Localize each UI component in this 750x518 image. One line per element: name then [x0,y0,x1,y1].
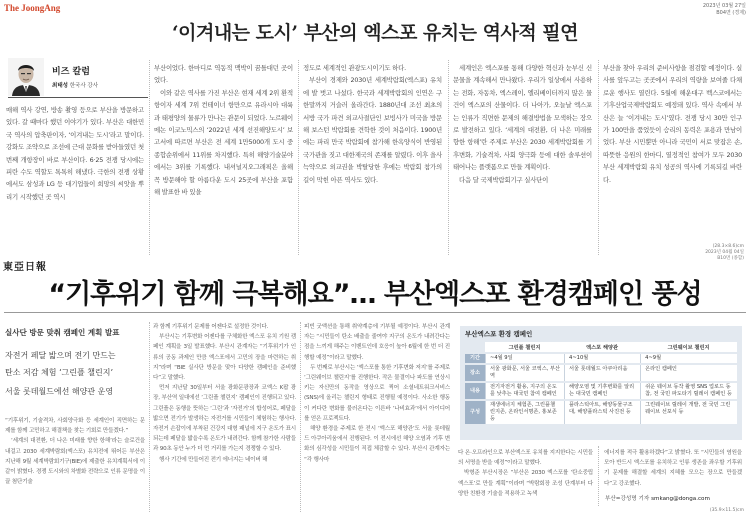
row-header: 구성 [465,401,485,424]
table-header-row [465,342,737,352]
paragraph: 피빈 굿액션을 통해 취약계층에 기부될 예정이다. 부산시 관계자는 “시민들이 탄소 배출을 줄여야 지구의 온도가 내려간다는 점을 느끼게 해주는 이벤트인데 호응이 높아 6월에 한 번 더 진행할 예정”이라고 말했다. [304,324,450,361]
avatar [8,58,44,96]
subhead-line: 탄소 저감 체험 ‘그린플 챌린지’ [5,368,113,377]
column-separator [149,322,150,512]
campaign-infobox [460,326,742,440]
table-row [465,401,737,424]
column-header [8,58,146,98]
paragraph: 에너지를 적극 활용하겠다”고 밝혔다. 또 “시민들의 염원을 모아 반드시 엑스포를 유치하고 인류 생존을 좌우할 기후위기 문제를 해결할 세계의 지혜를 모으는 장으로 만들겠다”고 강조했다. [604,450,742,487]
table-row [465,365,737,381]
column-byline [52,81,98,89]
table-cell: 4~10월 [564,354,640,363]
paragraph: 세계인은 엑스포를 통해 다양한 혁신과 눈부신 신문물을 계속해서 만나왔다. 우리가 일상에서 사용하는 전화, 자동차, 엑스레이, 엘리베이터까지 많은 물건이 엑스포의 산물이다. 더 나아가, 오늘날 엑스포는 인류가 직면한 문제의 해결방법을 모색하는 장으로 발전하고 있다. ‘세계의 대전환, 더 나은 미래를 향한 항해’란 주제로 부산은 2030 세계박람회를 기후변화, 기술격차, 사회 양극화 등에 대한 솔루션이 태어나는 플랫폼으로 만들 계획이다. [453,64,592,172]
reporter-email: smkang@donga.com [651,496,710,502]
donga-logo: 東亞日報 [3,262,47,273]
column-text-col-4 [453,62,592,186]
reporter-name: 부산=강성명 기자 [605,496,650,502]
paragraph: 해양 환경을 주제로 한 전시 ‘엑스포 해양관’도 서울 롯데월드 아쿠아리움에서 진행된다. 이 전시에선 해양 오염과 기후 변화의 심각성을 시민들이 직접 체감할 수 있다. 부산시 관계자는 “각 행사마 [304,426,450,463]
table-row [465,383,737,399]
column-separator [598,446,599,506]
joongang-logo: The JoongAng [4,3,61,13]
author-title: 한국사 강사 [69,83,99,89]
paragraph: 과 함께 기후위기 문제를 어젠다로 설정한 것이다. [153,324,269,330]
paragraph: 이와 같은 역사를 가진 부산은 현재 세계 2위 환적항이자 세계 7위 컨테이너 항만으로 유라시아 대륙과 태평양의 물류가 만나는 관문이 되었다. 노르웨이 메논 이코노믹스의 ‘2022년 세계 선진해양도시’ 보고서에 따르면 부산은 전 세계 1만5000개 도시 중 종합순위에서 11위를 차지했다. 특히 해양기술분야에서는 3위를 기록했다. 내셔널지오그래픽은 올해 꼭 방문해야 할 아름다운 도시 25곳에 부산을 포함해 발표한 바 있을 [154,88,293,197]
paragraph: 두 번째로 부산시는 ‘엑스포를 통한 기후변화 저지’를 주제로 ‘그린웨이브 챌린지’를 진행한다. 작은 물결이나 파도를 연상시키는 자신만의 동작을 영상으로 찍어 소셜네트워크서비스(SNS)에 올리는 챌린지 형태로 진행될 예정이다. 사소한 행동이 커다란 변화를 불러온다는 이른바 ‘나비효과’에서 아이디어를 얻은 프로젝트다. [304,364,450,422]
article-text-col-1 [5,416,145,487]
table-corner [465,342,485,352]
row-header: 내용 [465,383,485,399]
issue-page: B04면 (경제) [716,10,746,16]
column-separator [149,60,150,255]
table-cell: 4~9월 [640,354,737,363]
author-name: 최태성 [52,83,68,89]
column-text-col-1 [6,104,144,203]
column-text-col-2 [154,62,293,198]
column-text-col-3 [303,62,442,186]
column-separator [300,322,301,512]
column-header: 그린플 챌린지 [485,342,564,352]
table-row [465,354,737,363]
column-separator [598,60,599,255]
size-caption: (28.3×8.6)cm [712,244,744,249]
paragraph: “기후위기, 기술격차, 사회양극화 등 세계인이 직면하는 문제를 함께 고민하고 해결책을 찾는 기회로 만들겠다.” [5,418,145,435]
table-cell: 온라인 캠페인 [640,365,737,381]
paragraph: 정도로 세계적인 관광도시이기도 하다. [303,64,406,72]
paragraph: 다 온·오프라인으로 부산엑스포 유치를 지지한다는 시민들의 서명을 받을 예정”이라고 말했다. [458,450,593,467]
reporter-byline [605,494,710,502]
paragraph: 부산이었다. 한마디로 역동적 맥박이 꿈틀대던 곳이었다. [154,64,293,85]
issue-meta [703,3,746,17]
paragraph: 먼저 지난달 30일부터 서울 광화문광장과 코엑스 K팝 광장, 부산역 일대에선 ‘그린플 챌린지’ 캠페인이 진행되고 있다. 그린플은 동행을 뜻하는 ‘그린’과 ‘자전거’의 합성어로, 페달을 밟으면 전기가 발생하는 자전거를 시민들이 체험하는 행사다. 자전거 손잡이에 부착된 건강지 대형 패널에 지구 온도가 표시되는데 페달을 밟을수록 온도가 내려간다. 함께 참가한 사람들과 90초 동안 누가 더 먼 거리를 가는지 경쟁할 수 있다. [153,385,296,453]
paragraph: 부산시는 기후변화 어젠다를 구체화한 엑스포 유치 기원 캠페인 계획을 3일 발표했다. 부산시 관계자는 “기후위기가 인류의 공동 과제인 만큼 엑스포에서 고민의 장을 마련하는 취지”라며 “BIE 실사단 방문을 맞아 다양한 캠페인을 준비했다”고 말했다. [153,334,296,382]
size-caption-bottom: (35.9×11.5)cm [709,508,744,513]
article-text-col-5 [604,448,742,489]
column-header: 엑스포 해양관 [564,342,640,352]
clip-page: B10면 (종합) [717,256,744,261]
subhead-main [5,347,116,381]
infobox-title: 부산엑스포 환경 캠페인 [465,330,533,338]
subhead-kicker: 실사단 방문 맞춰 캠페인 계획 발표 [5,328,120,337]
issue-date: 2023년 03월 27일 [702,3,746,9]
column-separator [448,60,449,255]
article-text-col-4 [458,448,593,499]
paragraph: 부산이 경제와 2030년 세계박람회(엑스포) 유치에 발 벗고 나섰다. 한국과 세계박람회의 인연은 구한말까지 거슬러 올라간다. 1880년대 조선 최초의 서방 국가 파견 외교사절단인 보빙사가 미국을 방문해 보스턴 박람회를 견학한 것이 처음이다. 1900년에는 파리 만국 박람회에 참가해 한옥양식이 반영된 국가관을 짓고 대한제국의 존재를 알렸다. 이후 을사늑약으로 외교권을 박탈당한 후에는 박람회 참가의 길이 막힌 아픈 역사도 있다. [303,76,442,184]
subhead-secondary: 서울 롯데월드에선 해양관 운영 [5,387,114,396]
author-portrait-icon [8,58,44,96]
clip-date: 2023년 04월 04일 [705,250,744,255]
campaign-table [465,340,737,426]
column-separator [298,60,299,255]
table-cell: 재생에너지 체험존, 그린플챌린지존, 온라인서명존, 홍보존 등 [485,401,564,424]
headline-top: ‘이겨내는 도시’ 부산의 엑스포 유치는 역사적 필연 [172,22,578,44]
paragraph: 부산을 찾아 우리의 준비사항을 점검할 예정이다. 실사를 앞두고는 곳곳에서 우리의 역량을 보여줄 다채로운 행사도 열린다. 5월에 해운대구 벡스코에서는 기후산업국제박람회도 예정돼 있다. 역사 속에서 부산은 늘 ‘이겨내는 도시’였다. 전쟁 당시 30만 인구가 100만을 품었듯이 승리의 동력은 포용과 만남이었다. 부산 시민뿐만 아니라 국민이 서로 맞잡은 손, 따뜻한 응원의 한마디, 열정적인 참여가 모두 2030 부산 세계박람회 유치 성공의 역사에 기록되길 바란다. [603,64,742,184]
table-cell: 해양오염 및 기후변화를 알리는 대국민 캠페인 [564,383,640,399]
column-rule [8,97,148,98]
headline-bottom: “기후위기 함께 극복해요”… 부산엑스포 환경캠페인 풍성 [48,279,702,310]
section-divider [4,312,746,313]
paragraph: 다음 달 국제박람회기구 실사단이 [459,175,549,184]
subhead-line: 자전거 페달 밟으며 전기 만드는 [5,351,116,360]
table-cell: 서울 롯데월드 아쿠아리움 [564,365,640,381]
article-text-col-3 [304,322,450,465]
column-title: 비즈 칼럼 [52,67,90,77]
table-cell: 플라스틱아트, 해양동물구조대, 해양플라스틱 사진전 등 [564,401,640,424]
table-cell: 서울 광화문, 서울 코엑스, 부산역 [485,365,564,381]
column-text-col-5 [603,62,742,186]
row-header: 기간 [465,354,485,363]
row-header: 장소 [465,365,485,381]
article-text-col-2 [153,322,296,465]
column-header: 그린웨이브 챌린지 [640,342,737,352]
table-cell: 전기자전거 활용, 지구의 온도를 낮추는 대국민 참여 캠페인 [485,383,564,399]
table-cell: 쉬운 웨이브 동작 촬영 SNS 업로드 동참, 전 국민 파도타기 릴레이 캠페인 등 [640,383,737,399]
paragraph: 행사 기간에 만들어진 전기 에너지는 네이버 해 [159,456,268,463]
paragraph: 박형준 부산시장은 “부산은 2030 엑스포를 ‘탄소중립 엑스포’로 만들 계획”이라며 “박람회장 조성 단계부터 다양한 친환경 기술을 적용하고 녹색 [458,470,593,497]
paragraph: 매해 역사 강연, 방송 촬영 등으로 부산을 방문하고 있다. 갈 때마다 했던 이야기가 있다. 부산은 대한민국 역사의 압축판이자, ‘이겨내는 도시’라고 말이다. 강화도 조약으로 조선에 근대 문화를 받아들였던 첫 번째 개항장이 바로 부산이다. 6·25 전쟁 당시에는 피란 수도 역할도 톡톡히 해냈다. 극한의 전쟁 상황에서도 삼성과 LG 등 대기업들이 희망의 씨앗을 뿌리기 시작했던 곳 역시 [6,106,144,201]
table-cell: ~4월 9일 [485,354,564,363]
clipping-meta [705,244,744,262]
table-cell: 그린웨이브 릴레이 개발, 전 국민 그린웨이브 선포식 등 [640,401,737,424]
paragraph: ‘세계의 대전환, 더 나은 미래를 향한 항해’라는 슬로건을 내걸고 2030 세계박람회(엑스포) 유치전에 뛰어든 부산은 지난해 9월 세계박람회기구(BIE)에 제출한 유치계획서에 이같이 밝혔다. 경쟁 도시와의 차별화 전략으로 인류 문명을 이끌 첨단기술 [5,438,145,486]
